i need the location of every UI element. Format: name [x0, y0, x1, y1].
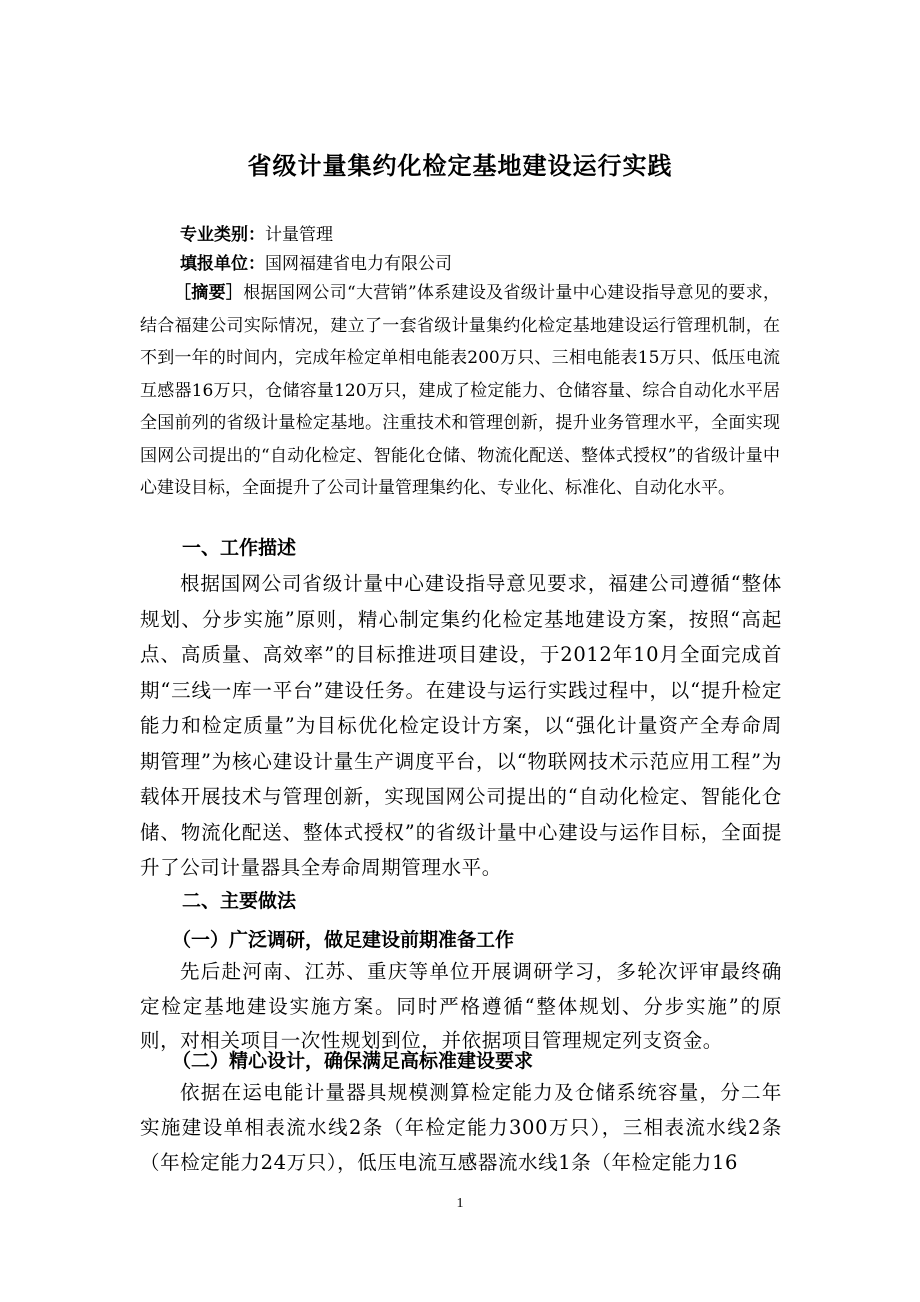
subsection1-heading: （一）广泛调研，做足建设前期准备工作 [172, 929, 515, 951]
document-title: 省级计量集约化检定基地建设运行实践 [247, 152, 673, 180]
category-line [180, 220, 333, 245]
section1-paragraph: 根据国网公司省级计量中心建设指导意见要求，福建公司遵循“整体规划、分步实施”原则，精心制定集约化检定基地建设方案，按照“高起点、高质量、高效率”的目标推进项目建设，于2012年10月全面完成首期“三线一库一平台”建设任务。在建设与运行实践过程中，以“提升检定能力和检定质量”为目标优化检定设计方案，以“强化计量资产全寿命周期管理”为核心建设计量生产调度平台，以“物联网技术示范应用工程”为载体开展技术与管理创新，实现国网公司提出的“自动化检定、智能化仓储、物流化配送、整体式授权”的省级计量中心建设与运作目标，全面提升了公司计量器具全寿命周期管理水平。 [140, 572, 782, 879]
section1-heading: 一、工作描述 [182, 537, 297, 559]
unit-value: 国网福建省电力有限公司 [265, 254, 452, 274]
category-value: 计量管理 [265, 225, 333, 245]
unit-line [180, 249, 452, 274]
subsection1-paragraph: 先后赴河南、江苏、重庆等单位开展调研学习，多轮次评审最终确定检定基地建设实施方案。同时严格遵循“整体规划、分步实施”的原则，对相关项目一次性规划到位，并依据项目管理规定列支资金。 [140, 960, 782, 1052]
abstract-text: 根据国网公司“大营销”体系建设及省级计量中心建设指导意见的要求，结合福建公司实际情况，建立了一套省级计量集约化检定基地建设运行管理机制，在不到一年的时间内，完成年检定单相电能表200万只、三相电能表15万只、低压电流互感器16万只，仓储容量120万只，建成了检定能力、仓储容量、综合自动化水平居全国前列的省级计量检定基地。注重技术和管理创新，提升业务管理水平，全面实现国网公司提出的“自动化检定、智能化仓储、物流化配送、整体式授权”的省级计量中心建设目标，全面提升了公司计量管理集约化、专业化、标准化、自动化水平。 [140, 283, 780, 498]
abstract-label: ［摘要］ [174, 283, 244, 303]
subsection2-heading: （二）精心设计，确保满足高标准建设要求 [172, 1050, 534, 1072]
category-label: 专业类别： [180, 225, 265, 245]
unit-label: 填报单位： [180, 254, 265, 274]
page-number: 1 [456, 1196, 464, 1211]
subsection2-paragraph: 依据在运电能计量器具规模测算检定能力及仓储系统容量，分二年实施建设单相表流水线2条（年检定能力300万只），三相表流水线2条（年检定能力24万只），低压电流互感器流水线1条（年检定能力16 [140, 1081, 782, 1174]
section2-heading: 二、主要做法 [182, 890, 297, 912]
abstract-paragraph [140, 277, 780, 505]
